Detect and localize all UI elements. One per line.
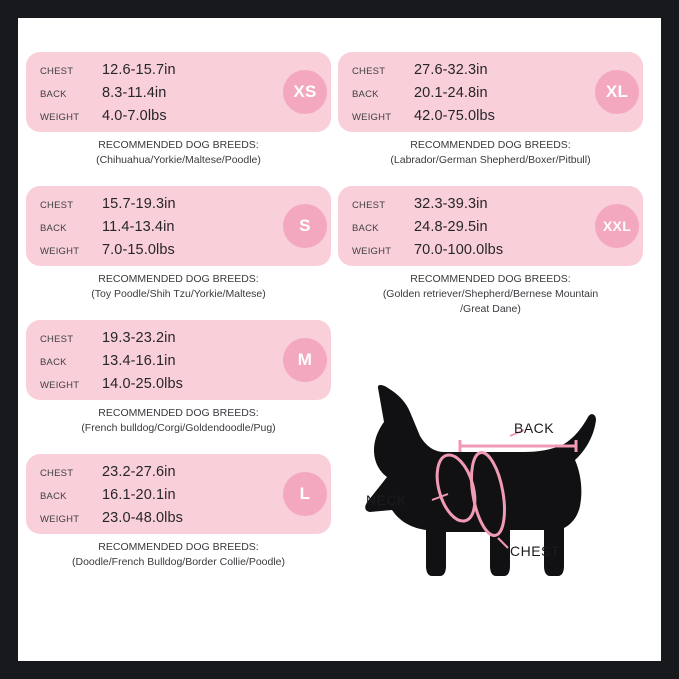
row-value-weight: 4.0-7.0lbs <box>102 108 167 124</box>
row-label-chest: CHEST <box>40 200 74 211</box>
row-value-chest: 19.3-23.2in <box>102 330 176 346</box>
measurement-rows-l <box>40 464 321 533</box>
measurement-row-weight <box>352 108 633 128</box>
size-card-m <box>26 320 331 400</box>
breeds-m <box>26 400 331 436</box>
measurement-row-back <box>40 353 321 373</box>
size-card-xxl <box>338 186 643 266</box>
size-badge-xs: XS <box>283 70 327 114</box>
row-label-back: BACK <box>352 223 379 234</box>
breeds-line: (Doodle/French Bulldog/Border Collie/Poodle) <box>71 556 286 568</box>
size-card-xl <box>338 52 643 132</box>
breeds-heading: RECOMMENDED DOG BREEDS: <box>98 407 259 419</box>
diagram-label-neck: NECK <box>366 492 407 508</box>
size-block-xs <box>26 52 331 168</box>
measurement-row-chest <box>40 464 321 484</box>
breeds-line: (Golden retriever/Shepherd/Bernese Mountain <box>382 288 599 300</box>
breeds-xxl <box>338 266 643 317</box>
size-card-xs <box>26 52 331 132</box>
dog-measurement-diagram <box>348 370 648 620</box>
measurement-row-weight <box>40 376 321 396</box>
row-value-back: 24.8-29.5in <box>414 219 488 235</box>
breeds-s <box>26 266 331 302</box>
row-label-chest: CHEST <box>40 334 74 345</box>
size-block-s <box>26 186 331 302</box>
row-label-back: BACK <box>40 491 67 502</box>
breeds-l <box>26 534 331 570</box>
row-value-chest: 12.6-15.7in <box>102 62 176 78</box>
row-value-weight: 42.0-75.0lbs <box>414 108 496 124</box>
measurement-rows-xxl <box>352 196 633 265</box>
row-label-weight: WEIGHT <box>40 380 80 391</box>
row-value-weight: 7.0-15.0lbs <box>102 242 175 258</box>
size-badge-xl: XL <box>595 70 639 114</box>
breeds-heading: RECOMMENDED DOG BREEDS: <box>410 139 571 151</box>
measurement-row-weight <box>40 242 321 262</box>
measurement-row-weight <box>40 108 321 128</box>
row-label-chest: CHEST <box>40 468 74 479</box>
breeds-heading: RECOMMENDED DOG BREEDS: <box>98 139 259 151</box>
measurement-row-chest <box>352 62 633 82</box>
measurement-row-chest <box>352 196 633 216</box>
breeds-line: (Labrador/German Shepherd/Boxer/Pitbull) <box>390 154 591 166</box>
size-badge-m: M <box>283 338 327 382</box>
row-value-chest: 15.7-19.3in <box>102 196 176 212</box>
row-value-back: 8.3-11.4in <box>102 85 167 101</box>
row-value-back: 20.1-24.8in <box>414 85 488 101</box>
breeds-line: (Chihuahua/Yorkie/Maltese/Poodle) <box>96 154 261 166</box>
row-label-chest: CHEST <box>352 200 386 211</box>
row-value-chest: 23.2-27.6in <box>102 464 176 480</box>
size-chart-page <box>18 18 661 661</box>
row-label-weight: WEIGHT <box>40 514 80 525</box>
size-badge-l: L <box>283 472 327 516</box>
measurement-row-chest <box>40 62 321 82</box>
breeds-xl <box>338 132 643 168</box>
row-label-chest: CHEST <box>40 66 74 77</box>
row-value-back: 16.1-20.1in <box>102 487 176 503</box>
measurement-row-chest <box>40 330 321 350</box>
breeds-line: /Great Dane) <box>460 303 521 315</box>
row-label-back: BACK <box>352 89 379 100</box>
row-value-chest: 27.6-32.3in <box>414 62 488 78</box>
row-value-back: 13.4-16.1in <box>102 353 176 369</box>
measurement-row-chest <box>40 196 321 216</box>
measurement-rows-xl <box>352 62 633 131</box>
measurement-rows-xs <box>40 62 321 131</box>
measurement-row-back <box>40 85 321 105</box>
breeds-heading: RECOMMENDED DOG BREEDS: <box>410 273 571 285</box>
measurement-row-weight <box>40 510 321 530</box>
size-column-left <box>26 18 331 576</box>
size-card-l <box>26 454 331 534</box>
row-label-back: BACK <box>40 223 67 234</box>
measurement-row-back <box>40 219 321 239</box>
size-block-xl <box>338 52 643 168</box>
measurement-row-back <box>40 487 321 507</box>
breeds-xs <box>26 132 331 168</box>
size-block-xxl <box>338 186 643 317</box>
row-label-weight: WEIGHT <box>352 246 392 257</box>
size-block-l <box>26 454 331 570</box>
measurement-row-back <box>352 85 633 105</box>
size-block-m <box>26 320 331 436</box>
row-value-back: 11.4-13.4in <box>102 219 175 235</box>
row-label-back: BACK <box>40 357 67 368</box>
size-column-right <box>338 18 643 323</box>
row-value-weight: 70.0-100.0lbs <box>414 242 504 258</box>
size-card-s <box>26 186 331 266</box>
row-label-back: BACK <box>40 89 67 100</box>
row-label-weight: WEIGHT <box>40 112 80 123</box>
diagram-label-chest: CHEST <box>510 543 560 559</box>
row-label-weight: WEIGHT <box>352 112 392 123</box>
row-value-chest: 32.3-39.3in <box>414 196 488 212</box>
row-label-weight: WEIGHT <box>40 246 80 257</box>
breeds-heading: RECOMMENDED DOG BREEDS: <box>98 273 259 285</box>
row-label-chest: CHEST <box>352 66 386 77</box>
row-value-weight: 23.0-48.0lbs <box>102 510 184 526</box>
measurement-row-back <box>352 219 633 239</box>
breeds-line: (Toy Poodle/Shih Tzu/Yorkie/Maltese) <box>91 288 266 300</box>
size-badge-s: S <box>283 204 327 248</box>
breeds-line: (French bulldog/Corgi/Goldendoodle/Pug) <box>81 422 276 434</box>
size-badge-xxl: XXL <box>595 204 639 248</box>
measurement-rows-m <box>40 330 321 399</box>
measurement-row-weight <box>352 242 633 262</box>
diagram-label-back: BACK <box>514 420 555 436</box>
breeds-heading: RECOMMENDED DOG BREEDS: <box>98 541 259 553</box>
row-value-weight: 14.0-25.0lbs <box>102 376 184 392</box>
measurement-rows-s <box>40 196 321 265</box>
